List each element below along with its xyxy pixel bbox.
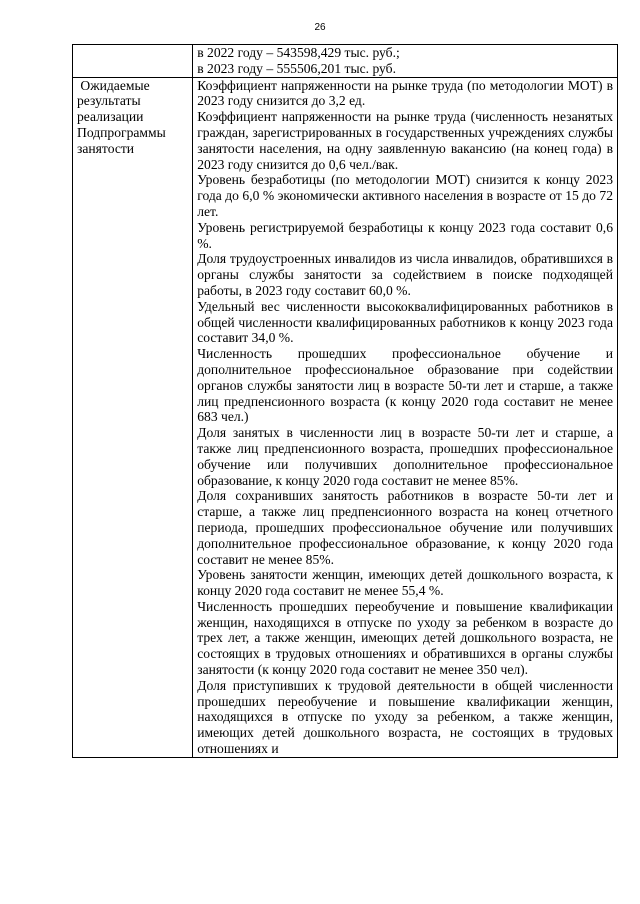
label-line: Подпрограммы (77, 124, 166, 140)
table-row-expected-results (73, 77, 618, 757)
label-line: результаты (77, 93, 141, 109)
result-paragraph: Доля занятых в численности лиц в возрасте 50-ти лет и старше, а также лиц предпенсионного возраста, прошедших профессиональное обучение или получивших дополнительное профессиональное образование, к концу 2020 года составит не менее 85%. (197, 425, 613, 488)
result-paragraph: Уровень регистрируемой безработицы к концу 2023 года составит 0,6 %. (197, 219, 613, 251)
expected-results-label-cell (73, 77, 193, 757)
program-table (72, 44, 618, 758)
result-paragraph: Доля приступивших к трудовой деятельности в общей численности прошедших переобучение и повышение квалификации женщин, находящихся в отпуске по уходу за ребенком, а также женщин, имеющих детей дошкольного возраста, не состоящих в трудовых отношениях и (197, 677, 613, 757)
label-line: реализации (77, 109, 144, 125)
result-paragraph: Уровень безработицы (по методологии МОТ) снизится к концу 2023 года до 6,0 % экономически активного населения в возрасте от 15 до 72 лет. (197, 172, 613, 219)
funding-line-2023: в 2023 году – 555506,201 тыс. руб. (197, 60, 396, 76)
label-line: Ожидаемые (77, 77, 150, 93)
page-number: 26 (314, 22, 326, 33)
result-paragraph: Доля трудоустроенных инвалидов из числа инвалидов, обратившихся в органы службы занятости за содействием в поиске подходящей работы, в 2023 году составит 60,0 %. (197, 251, 613, 298)
result-paragraph: Доля сохранивших занятость работников в возрасте 50-ти лет и старше, а также лиц предпенсионного возраста на конец отчетного периода, прошедших профессиональное обучение или получивших дополнительное профессиональное образование, к концу 2020 года составит не менее 85%. (197, 488, 613, 567)
result-paragraph: Коэффициент напряженности на рынке труда (численность незанятых граждан, зарегистрированных в государственных учреждениях службы занятости населения, на одну заявленную вакансию (на конец года) в 2023 году снизится до 0,6 чел./вак. (197, 109, 613, 172)
result-paragraph: Коэффициент напряженности на рынке труда (по методологии МОТ) в 2023 году снизится до 3,2 ед. (197, 77, 613, 109)
result-paragraph: Удельный вес численности высококвалифицированных работников в общей численности квалифицированных работников к концу 2023 года составит 34,0 %. (197, 298, 613, 346)
result-paragraph: Численность прошедших переобучение и повышение квалификации женщин, находящихся в отпуске по уходу за ребенком в возрасте до трех лет, а также женщин, имеющих детей дошкольного возраста, не состоящих в трудовых отношениях и обратившихся в органы службы занятости (к концу 2020 года составит не менее 350 чел). (197, 598, 613, 678)
funding-line-2022: в 2022 году – 543598,429 тыс. руб.; (197, 45, 400, 60)
expected-results-content-cell (193, 77, 618, 757)
empty-label-cell (73, 45, 193, 78)
result-paragraph: Численность прошедших профессиональное обучение и дополнительное профессиональное образование при содействии органов службы занятости лиц в возрасте 50-ти лет и старше, а также лиц предпенсионного возраста (к концу 2020 года составит не менее 683 чел.) (197, 346, 613, 425)
result-paragraph: Уровень занятости женщин, имеющих детей дошкольного возраста, к концу 2020 года составит не менее 55,4 %. (197, 567, 613, 599)
funding-continuation-cell (193, 45, 618, 78)
table-row-continuation (73, 45, 618, 78)
label-line: занятости (77, 140, 135, 156)
